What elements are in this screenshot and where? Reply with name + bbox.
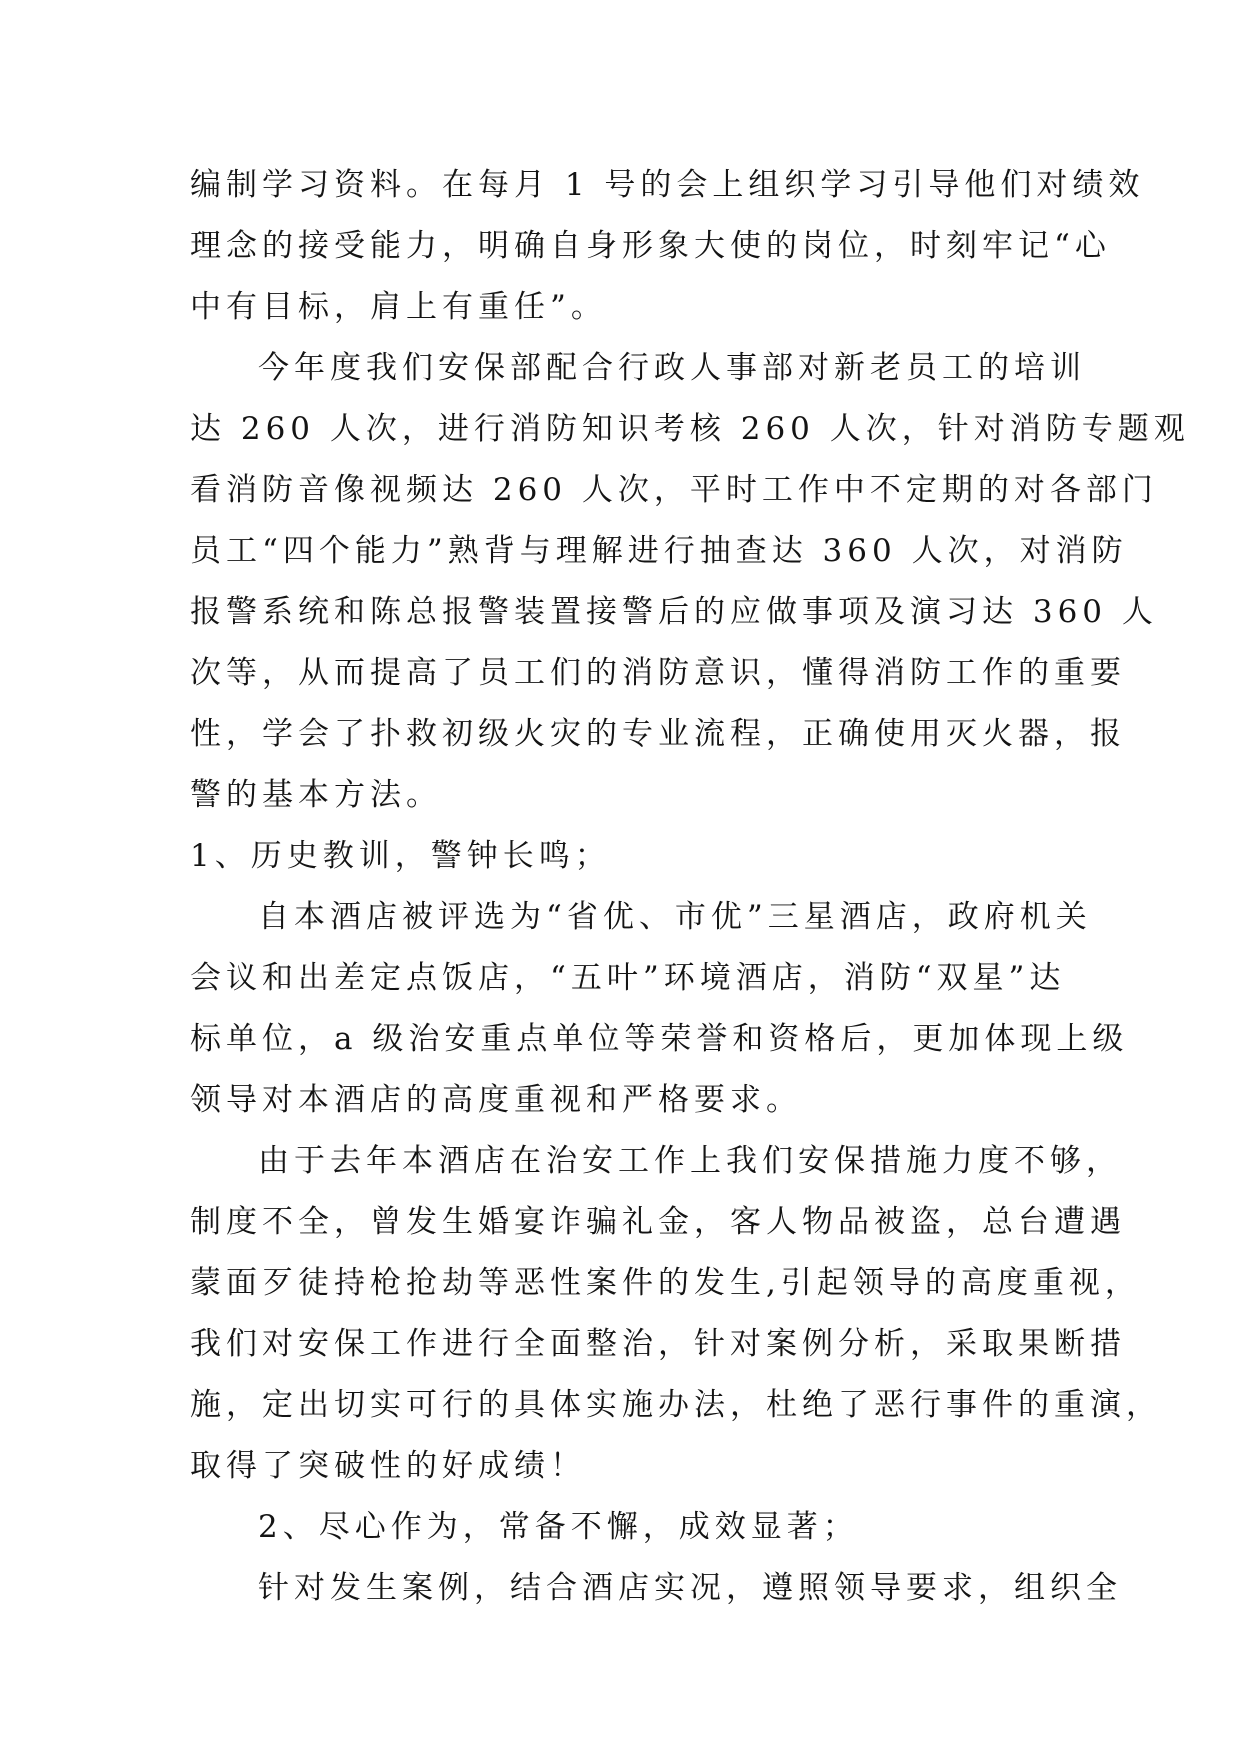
paragraph-start-line: 由于去年本酒店在治安工作上我们安保措施力度不够， — [258, 1143, 1122, 1179]
text-line: 制度不全，曾发生婚宴诈骗礼金，客人物品被盗，总台遭遇 — [190, 1204, 1126, 1240]
paragraph-start-line: 自本酒店被评选为“省优、市优”三星酒店，政府机关 — [258, 899, 1092, 935]
text-line: 施，定出切实可行的具体实施办法，杜绝了恶行事件的重演， — [190, 1387, 1162, 1423]
paragraph-start-line: 针对发生案例，结合酒店实况，遵照领导要求，组织全 — [258, 1570, 1122, 1606]
text-line: 我们对安保工作进行全面整治，针对案例分析，采取果断措 — [190, 1326, 1126, 1362]
text-line: 理念的接受能力，明确自身形象大使的岗位，时刻牢记“心 — [190, 228, 1111, 264]
section-heading-1: 1、历史教训，警钟长鸣； — [190, 838, 611, 874]
text-line: 会议和出差定点饭店，“五叶”环境酒店，消防“双星”达 — [190, 960, 1066, 996]
text-line: 报警系统和陈总报警装置接警后的应做事项及演习达 360 人 — [190, 594, 1158, 630]
text-line: 警的基本方法。 — [190, 777, 442, 813]
text-line: 中有目标，肩上有重任”。 — [190, 289, 607, 325]
text-line: 蒙面歹徒持枪抢劫等恶性案件的发生,引起领导的高度重视， — [190, 1265, 1141, 1301]
text-line: 达 260 人次，进行消防知识考核 260 人次，针对消防专题观 — [190, 411, 1190, 447]
text-line: 标单位，a 级治安重点单位等荣誉和资格后，更加体现上级 — [190, 1021, 1129, 1057]
body-text — [190, 155, 1190, 1619]
paragraph-start-line: 今年度我们安保部配合行政人事部对新老员工的培训 — [258, 350, 1086, 386]
text-line: 次等，从而提高了员工们的消防意识，懂得消防工作的重要 — [190, 655, 1126, 691]
section-heading-2: 2、尽心作为，常备不懈，成效显著； — [258, 1509, 859, 1545]
text-line: 性，学会了扑救初级火灾的专业流程，正确使用灭火器，报 — [190, 716, 1126, 752]
text-line: 领导对本酒店的高度重视和严格要求。 — [190, 1082, 802, 1118]
text-line: 取得了突破性的好成绩！ — [190, 1448, 586, 1484]
text-line: 员工“四个能力”熟背与理解进行抽查达 360 人次，对消防 — [190, 533, 1128, 569]
text-line: 编制学习资料。在每月 1 号的会上组织学习引导他们对绩效 — [190, 167, 1145, 203]
text-line: 看消防音像视频达 260 人次，平时工作中不定期的对各部门 — [190, 472, 1158, 508]
